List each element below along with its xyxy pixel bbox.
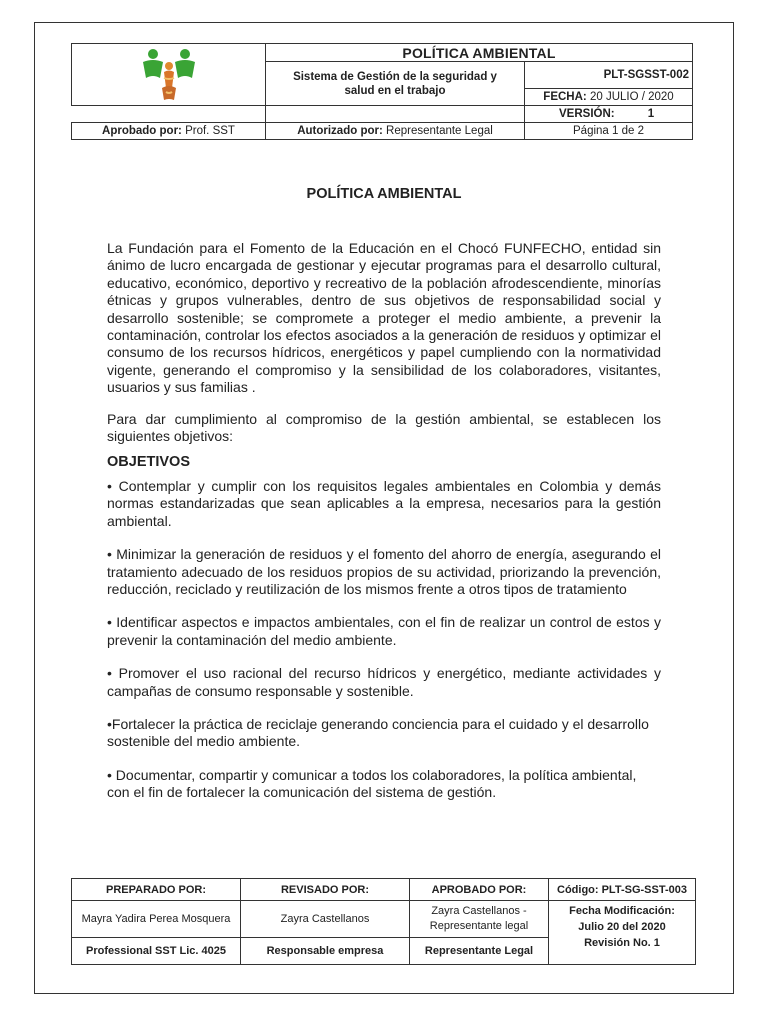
- footer-approved-role: Representante Legal: [410, 938, 549, 965]
- footer-reviewed-label: REVISADO POR:: [241, 879, 410, 901]
- footer-mod-line3: Revisión No. 1: [584, 937, 660, 949]
- funfecho-logo-icon: [134, 44, 204, 102]
- header-system-name: [266, 62, 525, 106]
- footer-approved-name-line1: Zayra Castellanos -: [431, 905, 527, 917]
- footer-mod-line1: Fecha Modificación:: [569, 905, 675, 917]
- document-title: POLÍTICA AMBIENTAL: [306, 186, 462, 202]
- header-approved-label: Aprobado por:: [102, 125, 182, 137]
- header-date-label: FECHA:: [543, 91, 587, 103]
- logo-cell: [72, 44, 266, 106]
- header-code: PLT-SGSST-002: [525, 62, 693, 89]
- header-version-label: VERSIÓN:: [559, 108, 615, 120]
- header-version-value: 1: [647, 108, 655, 120]
- intro-paragraph: La Fundación para el Fomento de la Educación en el Chocó FUNFECHO, entidad sin ánimo de lucro encargada de gestionar y ejecutar programas para el desarrollo cultural, educativo, económico, deportivo y recreativo de la población afrodescendiente, minorías étnicas y grupos vulnerables, dentro de sus objetivos de responsabilidad social y desarrollo sostenible; se compromete a proteger el medio ambiente, a prevenir la contaminación, controlar los efectos asociados a la generación de residuos y optimizar el consumo de los recursos hídricos, energéticos y papel cumpliendo con la normatividad vigente, generando el compromiso y la sensibilidad de los colaboradores, visitantes, usuarios y sus familias .: [107, 240, 661, 396]
- header-page-number: Página 1 de 2: [525, 123, 693, 140]
- header-approved-value: Prof. SST: [185, 125, 235, 137]
- commitment-paragraph: Para dar cumplimiento al compromiso de la gestión ambiental, se establecen los siguientes objetivos:: [107, 410, 661, 445]
- header-date: [525, 89, 693, 106]
- header-version: [525, 106, 693, 123]
- footer-reviewed-role: Responsable empresa: [241, 938, 410, 965]
- objective-item: • Minimizar la generación de residuos y el fomento del ahorro de energía, asegurando el tratamiento adecuado de los residuos propios de su actividad, priorizando la prevención, reducción, reciclado y reutilización de los mismos frente a otros tipos de tratamiento: [107, 546, 661, 597]
- footer-prepared-name: Mayra Yadira Perea Mosquera: [72, 901, 241, 938]
- document-body: [107, 240, 661, 818]
- objectives-heading: OBJETIVOS: [107, 454, 190, 471]
- header-spacer: [72, 106, 266, 123]
- header-authorized-value: Representante Legal: [386, 125, 493, 137]
- header-spacer-mid: [266, 106, 525, 123]
- header-system-line2: salud en el trabajo: [344, 84, 446, 97]
- approval-footer-table: [71, 878, 696, 965]
- header-date-value: 20 JULIO / 2020: [589, 91, 674, 103]
- objective-item: •Fortalecer la práctica de reciclaje generando conciencia para el cuidado y el desarrollo sostenible del medio ambiente.: [107, 715, 649, 750]
- footer-approved-name: [410, 901, 549, 938]
- objective-item: • Identificar aspectos e impactos ambientales, con el fin de realizar un control de estos y prevenir la contaminación del medio ambiente.: [107, 614, 661, 648]
- footer-modification: [549, 901, 696, 965]
- footer-prepared-label: PREPARADO POR:: [72, 879, 241, 901]
- objective-item: • Documentar, compartir y comunicar a todos los colaboradores, la política ambiental, con el fin de fortalecer la comunicación del sistema de gestión.: [107, 766, 637, 801]
- footer-approved-name-line2: Representante legal: [429, 920, 529, 932]
- objective-item: • Promover el uso racional del recurso hídricos y energético, mediante actividades y campañas de consumo responsable y sostenible.: [107, 665, 661, 699]
- footer-code: Código: PLT-SG-SST-003: [549, 879, 696, 901]
- footer-reviewed-name: Zayra Castellanos: [241, 901, 410, 938]
- footer-mod-line2: Julio 20 del 2020: [578, 921, 666, 933]
- footer-prepared-role: Professional SST Lic. 4025: [72, 938, 241, 965]
- header-authorized: [266, 123, 525, 140]
- header-approved: [72, 123, 266, 140]
- document-header-table: [71, 43, 693, 140]
- objective-item: • Contemplar y cumplir con los requisitos legales ambientales en Colombia y demás normas estandarizadas que sean aplicables a la empresa, necesarios para la gestión ambiental.: [107, 477, 661, 529]
- footer-approved-label: APROBADO POR:: [410, 879, 549, 901]
- header-authorized-label: Autorizado por:: [297, 125, 383, 137]
- header-title: POLÍTICA AMBIENTAL: [266, 44, 693, 62]
- header-system-line1: Sistema de Gestión de la seguridad y: [293, 70, 497, 83]
